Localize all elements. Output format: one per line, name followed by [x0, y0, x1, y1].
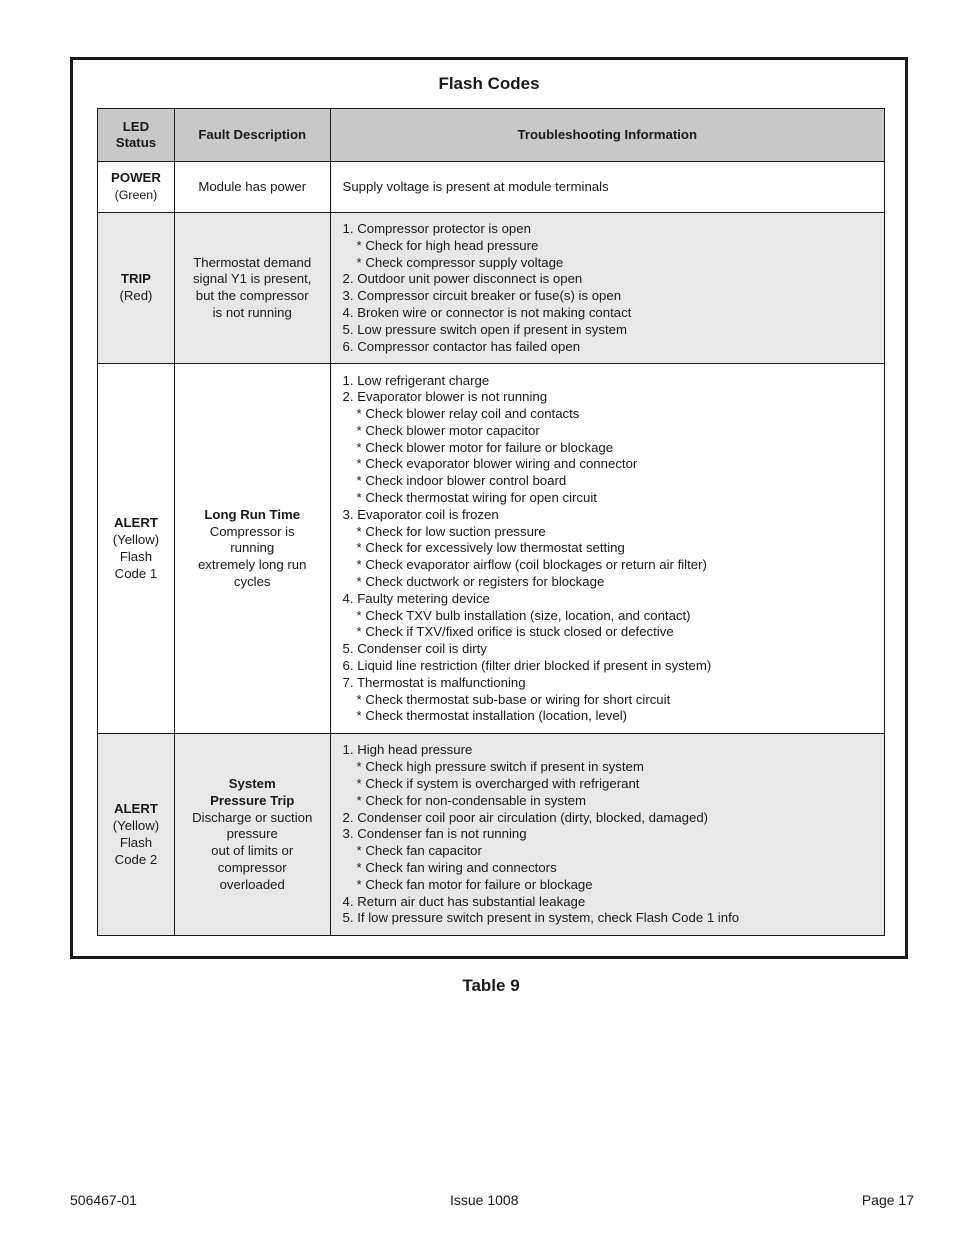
fault-title-line: System — [228, 776, 276, 792]
troubleshooting-check: * Check if system is overcharged with refrigerant — [356, 776, 640, 792]
footer-page-number: Page 17 — [861, 1192, 914, 1208]
fault-text-line: out of limits or — [211, 843, 294, 859]
troubleshooting-item: 5. Condenser coil is dirty — [342, 641, 487, 657]
troubleshooting-check: * Check for non-condensable in system — [356, 792, 586, 808]
table-row — [98, 162, 885, 213]
troubleshooting-check: * Check fan wiring and connectors — [356, 860, 557, 876]
troubleshooting-item: Supply voltage is present at module terminals — [342, 178, 609, 194]
fault-text-line: Compressor is — [209, 523, 295, 539]
troubleshooting-item: 7. Thermostat is malfunctioning — [342, 674, 526, 690]
fault-text-line: overloaded — [219, 876, 285, 892]
troubleshooting-check: * Check ductwork or registers for blockage — [356, 574, 605, 590]
troubleshooting-check: * Check blower relay coil and contacts — [356, 406, 580, 422]
troubleshooting-check: * Check thermostat installation (location, level) — [356, 708, 628, 724]
led-status-name: POWER — [111, 170, 161, 186]
troubleshooting-item: 5. Low pressure switch open if present in system — [342, 321, 627, 337]
led-status-detail: (Yellow) — [112, 532, 160, 548]
troubleshooting-check: * Check evaporator blower wiring and connector — [356, 456, 638, 472]
led-status-name: TRIP — [120, 271, 151, 287]
led-status-name: ALERT — [113, 801, 158, 817]
led-status-detail: (Yellow) — [112, 818, 160, 834]
troubleshooting-check: * Check thermostat sub-base or wiring for short circuit — [356, 691, 671, 707]
troubleshooting-cell — [330, 364, 884, 734]
troubleshooting-item: 1. High head pressure — [342, 742, 473, 758]
troubleshooting-item: 4. Return air duct has substantial leakage — [342, 893, 586, 909]
header-led-line1: LED — [122, 119, 150, 134]
header-row — [98, 109, 885, 162]
led-status-cell — [98, 162, 175, 213]
troubleshooting-item: 5. If low pressure switch present in system, check Flash Code 1 info — [342, 910, 740, 926]
table-row — [98, 364, 885, 734]
fault-text-line: cycles — [233, 574, 271, 590]
troubleshooting-check: * Check high pressure switch if present in system — [356, 759, 644, 775]
table-caption: Table 9 — [462, 976, 520, 995]
led-status-detail: Flash — [119, 548, 153, 564]
troubleshooting-check: * Check blower motor for failure or blockage — [356, 439, 614, 455]
troubleshooting-check: * Check evaporator airflow (coil blockages or return air filter) — [356, 557, 707, 573]
fault-text-line: pressure — [226, 826, 278, 842]
troubleshooting-item: 2. Outdoor unit power disconnect is open — [342, 271, 583, 287]
troubleshooting-item: 2. Condenser coil poor air circulation (dirty, blocked, damaged) — [342, 809, 709, 825]
fault-description-cell — [174, 213, 330, 364]
troubleshooting-cell — [330, 162, 884, 213]
troubleshooting-check: * Check compressor supply voltage — [356, 254, 564, 270]
troubleshooting-item: 4. Broken wire or connector is not making contact — [342, 304, 632, 320]
troubleshooting-item: 2. Evaporator blower is not running — [342, 389, 548, 405]
troubleshooting-item: 4. Faulty metering device — [342, 590, 490, 606]
led-status-cell — [98, 364, 175, 734]
fault-text-line: is not running — [212, 304, 292, 320]
footer-issue: Issue 1008 — [450, 1192, 519, 1208]
fault-text-line: running — [230, 540, 275, 556]
troubleshooting-check: * Check if TXV/fixed orifice is stuck closed or defective — [356, 624, 674, 640]
footer-doc-number: 506467-01 — [70, 1192, 137, 1208]
fault-description-cell — [174, 734, 330, 936]
troubleshooting-item: 1. Compressor protector is open — [342, 221, 531, 236]
led-status-cell — [98, 213, 175, 364]
fault-text-line: Module has power — [198, 178, 307, 194]
fault-description-cell — [174, 162, 330, 213]
fault-text-line: signal Y1 is present, — [192, 271, 312, 287]
troubleshooting-item: 1. Low refrigerant charge — [342, 372, 490, 388]
troubleshooting-check: * Check indoor blower control board — [356, 473, 567, 489]
fault-title-line: Long Run Time — [204, 506, 301, 522]
troubleshooting-cell — [330, 213, 884, 364]
led-status-detail: Flash — [119, 834, 153, 850]
led-status-detail: Code 1 — [114, 565, 158, 581]
troubleshooting-item: 3. Condenser fan is not running — [342, 826, 527, 842]
troubleshooting-cell — [330, 734, 884, 936]
fault-text-line: Discharge or suction — [192, 809, 313, 825]
troubleshooting-item: 3. Evaporator coil is frozen — [342, 506, 499, 522]
flash-codes-table — [97, 108, 885, 936]
fault-text-line: compressor — [217, 860, 287, 876]
fault-title-line: Pressure Trip — [210, 792, 295, 808]
header-led-status — [98, 109, 175, 162]
troubleshooting-check: * Check thermostat wiring for open circuit — [356, 490, 597, 506]
led-status-detail: (Green) — [114, 188, 158, 202]
troubleshooting-check: * Check fan capacitor — [356, 843, 482, 859]
flash-codes-frame — [70, 57, 908, 959]
table-row — [98, 734, 885, 936]
troubleshooting-check: * Check TXV bulb installation (size, location, and contact) — [356, 607, 691, 623]
troubleshooting-check: * Check for excessively low thermostat setting — [356, 540, 625, 556]
troubleshooting-item: 6. Liquid line restriction (filter drier blocked if present in system) — [342, 658, 712, 674]
header-led-line2: Status — [115, 135, 157, 150]
fault-text-line: extremely long run — [197, 557, 307, 573]
troubleshooting-check: * Check blower motor capacitor — [356, 422, 540, 438]
led-status-detail: (Red) — [119, 288, 153, 304]
led-status-detail: Code 2 — [114, 851, 158, 867]
troubleshooting-item: 3. Compressor circuit breaker or fuse(s) is open — [342, 288, 622, 304]
table-title: Flash Codes — [438, 74, 540, 93]
troubleshooting-check: * Check for low suction pressure — [356, 523, 546, 539]
header-fault-description: Fault Description — [174, 109, 330, 162]
header-troubleshooting: Troubleshooting Information — [330, 109, 884, 162]
troubleshooting-check: * Check for high head pressure — [356, 237, 539, 253]
troubleshooting-item: 6. Compressor contactor has failed open — [342, 338, 581, 354]
led-status-name: ALERT — [113, 515, 158, 531]
troubleshooting-check: * Check fan motor for failure or blockage — [356, 876, 593, 892]
fault-description-cell — [174, 364, 330, 734]
fault-text-line: Thermostat demand — [193, 254, 312, 270]
fault-text-line: but the compressor — [195, 288, 309, 304]
led-status-cell — [98, 734, 175, 936]
table-row — [98, 213, 885, 364]
